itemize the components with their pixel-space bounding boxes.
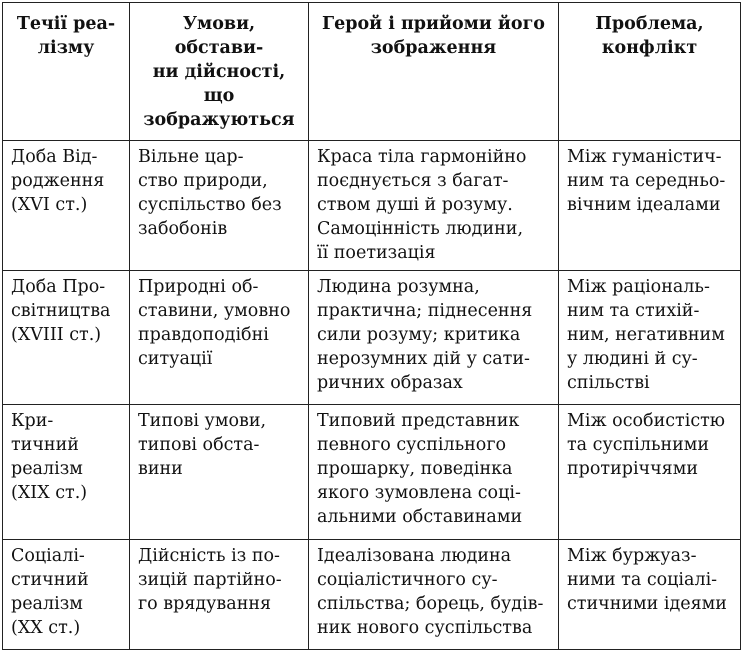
- header-row: [3, 3, 741, 141]
- table-row: [3, 405, 741, 540]
- cell-conditions: Природні об- ставини, умовно правдоподібні ситуації: [130, 271, 309, 405]
- cell-hero: Людина розумна, практична; піднесення сили розуму; критика нерозумних дій у сати- ричних образах: [309, 271, 559, 405]
- realism-trends-table: [2, 2, 741, 650]
- cell-conditions: Вільне цар- ство природи, суспільство без забобонів: [130, 141, 309, 271]
- table-row: [3, 540, 741, 650]
- header-problem-conflict: Проблема, конфлікт: [559, 3, 741, 141]
- header-hero-methods: Герой і прийоми його зображення: [309, 3, 559, 141]
- cell-conflict: Між особистістю та суспільними протиріччями: [559, 405, 741, 540]
- table-row: [3, 141, 741, 271]
- cell-conflict: Між буржуаз- ними та соціалі- стичними ідеями: [559, 540, 741, 650]
- cell-trend: Доба Від- родження (XVI ст.): [3, 141, 130, 271]
- cell-trend: Кри- тичний реалізм (XIX ст.): [3, 405, 130, 540]
- cell-trend: Соціалі- стичний реалізм (XX ст.): [3, 540, 130, 650]
- cell-conditions: Типові умови, типові обста- вини: [130, 405, 309, 540]
- cell-conflict: Між раціональ- ним та стихій- ним, негативним у людині й су- спільстві: [559, 271, 741, 405]
- cell-conditions: Дійсність із по- зицій партійно- го врядування: [130, 540, 309, 650]
- cell-hero: Типовий представник певного суспільного прошарку, поведінка якого зумовлена соці- альними обставинами: [309, 405, 559, 540]
- header-conditions: Умови, обстави- ни дійсності, що зображуються: [130, 3, 309, 141]
- cell-hero: Краса тіла гармонійно поєднується з багат- ством душі й розуму. Самоцінність людини, її поетизація: [309, 141, 559, 271]
- cell-conflict: Між гуманістич- ним та середньо- вічним ідеалами: [559, 141, 741, 271]
- header-trends: Течії реа- лізму: [3, 3, 130, 141]
- cell-trend: Доба Про- світництва (XVIII ст.): [3, 271, 130, 405]
- table-row: [3, 271, 741, 405]
- cell-hero: Ідеалізована людина соціалістичного су- спільства; борець, будів- ник нового суспільства: [309, 540, 559, 650]
